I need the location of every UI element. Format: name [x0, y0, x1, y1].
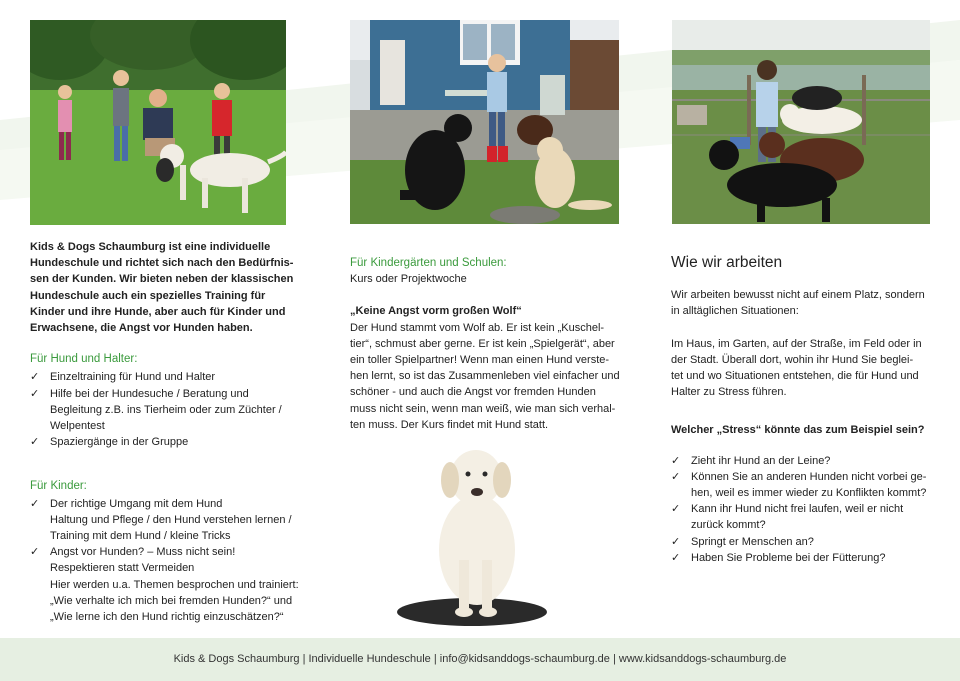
list-item-text: hen, weil es immer wieder zu Konflikten kommt?: [691, 487, 927, 500]
list-item-text: Hier werden u.a. Themen besprochen und trainiert:: [50, 578, 299, 591]
intro-line: Hundeschule auch ein spezielles Training für: [30, 289, 266, 302]
list-item-text: zurück kommt?: [691, 519, 766, 532]
column-right: [671, 255, 941, 566]
list-item: [671, 453, 941, 469]
footer-contact-text: Kids & Dogs Schaumburg | Individuelle Hundeschule | info@kidsanddogs-schaumburg.de | www.kidsanddogs-schaumburg.de: [173, 653, 787, 665]
body-line: der Stadt. Überall dort, wohin ihr Hund Sie beglei-: [671, 353, 914, 366]
list-kinder: [30, 496, 320, 626]
body-line: hen lernt, so ist das Zusammenleben viel einfacher und: [350, 370, 620, 383]
body-line: schöner - und auch die Angst vor fremden Hunden: [350, 386, 596, 399]
list-item-text: Begleitung z.B. ins Tierheim oder zum Züchter /: [50, 403, 282, 416]
checkmark-icon: ✓: [30, 497, 40, 510]
list-item-text: Hilfe bei der Hundesuche / Beratung und: [50, 387, 249, 400]
list-hund-halter: [30, 369, 320, 450]
body-line: muss nicht sein, wenn man weiß, wie man sich verhal-: [350, 402, 616, 415]
body-line: Im Haus, im Garten, auf der Straße, im Feld oder in: [671, 337, 922, 350]
photo-kids-with-dog-on-lawn: [30, 20, 286, 225]
checkmark-icon: ✓: [30, 387, 40, 400]
list-item-text: Haben Sie Probleme bei der Fütterung?: [691, 551, 886, 564]
body-line: ein toller Spielpartner! Wenn man einen Hund verste-: [350, 354, 610, 367]
section-title-kinder: Für Kinder:: [30, 480, 87, 493]
body-line: Der Hund stammt vom Wolf ab. Er ist kein „Kuschel-: [350, 321, 605, 334]
list-item: [671, 469, 941, 501]
list-item: [30, 434, 320, 450]
checkmark-icon: ✓: [671, 454, 681, 467]
section-title-kindergaerten: Für Kindergärten und Schulen:: [350, 257, 507, 269]
intro-line: Kids & Dogs Schaumburg ist eine individuelle: [30, 241, 271, 253]
paragraph-situations: [671, 336, 941, 401]
body-line: Wir arbeiten bewusst nicht auf einem Platz, sondern: [671, 289, 925, 302]
list-item: [671, 534, 941, 550]
list-item: [30, 544, 320, 625]
list-item-text: Einzeltraining für Hund und Halter: [50, 371, 216, 384]
intro-line: Hundeschule und richtet sich nach den Bedürfnis-: [30, 257, 294, 270]
list-item: [30, 386, 320, 435]
list-item-text: Kann ihr Hund nicht frei laufen, weil er nicht: [691, 503, 904, 516]
intro-paragraph: [30, 239, 320, 336]
list-item-text: Springt er Menschen an?: [691, 535, 814, 548]
list-item: [30, 369, 320, 385]
list-item-text: „Wie lerne ich den Hund richtig einzuschätzen?“: [50, 611, 284, 624]
column-left: [30, 239, 320, 625]
stress-question: Welcher „Stress“ könnte das zum Beispiel sein?: [671, 424, 925, 437]
list-item: [30, 496, 320, 545]
checkmark-icon: ✓: [30, 546, 40, 559]
footer-contact-bar: [0, 638, 960, 681]
body-line: tier“, schmust aber gerne. Er ist kein „Spielgerät“, aber: [350, 337, 615, 350]
column-middle: [350, 255, 635, 433]
body-line: ten muss. Der Kurs findet mit Hund statt.: [350, 418, 549, 431]
checkmark-icon: ✓: [671, 535, 681, 548]
section-title-hund-halter: Für Hund und Halter:: [30, 353, 138, 366]
list-item-text: Training mit dem Hund / kleine Tricks: [50, 530, 231, 543]
section-heading-wie-wir-arbeiten: Wie wir arbeiten: [671, 254, 783, 271]
list-item: [671, 501, 941, 533]
checkmark-icon: ✓: [671, 503, 681, 516]
list-item-text: Zieht ihr Hund an der Leine?: [691, 454, 831, 467]
body-line: tet und wo Situationen entstehen, die für Hund und: [671, 370, 919, 383]
list-item-text: Haltung und Pflege / den Hund verstehen lernen /: [50, 513, 292, 526]
checkmark-icon: ✓: [671, 551, 681, 564]
list-item-text: Respektieren statt Vermeiden: [50, 562, 195, 575]
list-stress: [671, 453, 941, 566]
list-item-text: „Wie verhalte ich mich bei fremden Hunden?“ und: [50, 594, 293, 607]
list-item-text: Der richtige Umgang mit dem Hund: [50, 497, 223, 510]
body-line: Halter zu Stress führen.: [671, 386, 787, 399]
section-subtitle: Kurs oder Projektwoche: [350, 273, 467, 286]
photo-boy-with-dogs-at-pond: [672, 20, 930, 224]
list-item: [671, 550, 941, 566]
list-item-text: Welpentest: [50, 420, 105, 433]
paragraph-intro: [671, 287, 941, 319]
list-item-text: Angst vor Hunden? – Muss nicht sein!: [50, 546, 236, 559]
body-line: in alltäglichen Situationen:: [671, 305, 799, 318]
list-item-text: Können Sie an anderen Hunden nicht vorbei ge-: [691, 470, 927, 483]
intro-line: Erwachsene, die Angst vor Hunden haben.: [30, 322, 253, 335]
intro-line: sen der Kunden. Wir bieten neben der klassischen: [30, 273, 294, 286]
photo-boy-with-dogs-at-blue-house: [350, 20, 619, 224]
checkmark-icon: ✓: [30, 371, 40, 384]
course-heading: „Keine Angst vorm großen Wolf“: [350, 305, 522, 318]
checkmark-icon: ✓: [671, 470, 681, 483]
course-description: [350, 320, 635, 433]
list-item-text: Spaziergänge in der Gruppe: [50, 436, 189, 449]
intro-line: Kinder und ihre Hunde, aber auch für Kinder und: [30, 305, 286, 318]
photo-white-labrador-sitting: [392, 440, 562, 630]
checkmark-icon: ✓: [30, 436, 40, 449]
